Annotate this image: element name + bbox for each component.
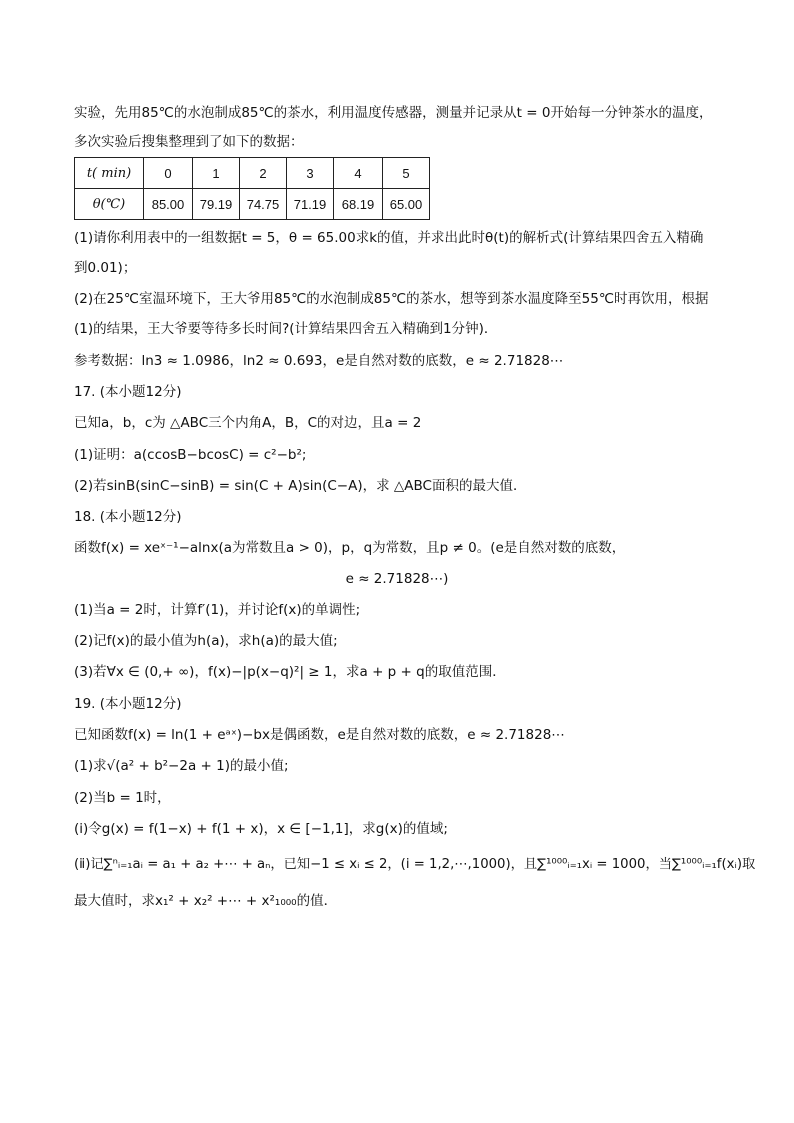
table-cell: 65.00 [383,189,430,220]
table-cell: 74.75 [240,189,287,220]
q16-part1-line1: (1)请你利用表中的一组数据t = 5，θ = 65.00求k的值，并求出此时θ(t)的解析式(计算结果四舍五入精确 [74,230,704,246]
table-cell: 0 [144,158,193,189]
q16-reference-data: 参考数据：ln3 ≈ 1.0986，ln2 ≈ 0.693，e是自然对数的底数，e ≈ 2.71828⋯ [74,353,564,369]
q17-header: 17. (本小题12分) [74,384,182,400]
q18-header: 18. (本小题12分) [74,509,182,525]
table-row [75,158,430,189]
table-cell: 4 [334,158,383,189]
q18-part3: (3)若∀x ∈ (0,+ ∞)，f(x)−|p(x−q)²| ≥ 1，求a + p + q的取值范围． [74,664,506,680]
table-cell: 1 [193,158,240,189]
q16-part1-line2: 到0.01)； [74,260,137,276]
table-cell: 5 [383,158,430,189]
table-cell: 3 [287,158,334,189]
q16-part2-line1: (2)在25℃室温环境下，王大爷用85℃的水泡制成85℃的茶水，想等到茶水温度降至55℃时再饮用，根据 [74,291,709,307]
table-cell: 68.19 [334,189,383,220]
q18-part1: (1)当a = 2时，计算f′(1)，并讨论f(x)的单调性; [74,602,361,618]
q18-stem-line2: e ≈ 2.71828⋯) [345,571,449,587]
q19-part2-ii-line1: (ⅱ)记∑ⁿᵢ₌₁aᵢ = a₁ + a₂ +⋯ + aₙ，已知−1 ≤ xᵢ ≤ 2，(i = 1,2,⋯,1000)，且∑¹⁰⁰⁰ᵢ₌₁xᵢ = 1000，当∑¹⁰⁰⁰ᵢ₌₁f(xᵢ)取 [74,857,756,872]
table-header-cell: θ(℃) [75,189,144,220]
q19-part1: (1)求√(a² + b²−2a + 1)的最小值; [74,758,289,774]
intro-line-2: 多次实验后搜集整理到了如下的数据： [74,134,304,150]
q17-part1: (1)证明：a(ccosB−bcosC) = c²−b²; [74,447,307,463]
table-cell: 85.00 [144,189,193,220]
intro-line-1: 实验，先用85℃的水泡制成85℃的茶水，利用温度传感器，测量并记录从t = 0开始每一分钟茶水的温度， [74,105,713,121]
q19-part2-i: (ⅰ)令g(x) = f(1−x) + f(1 + x)，x ∈ [−1,1]，求g(x)的值域; [74,821,448,837]
q17-stem: 已知a，b，c为 △ABC三个内角A，B，C的对边，且a = 2 [74,415,422,431]
q17-part2: (2)若sinB(sinC−sinB) = sin(C + A)sin(C−A)，求 △ABC面积的最大值． [74,478,527,494]
q18-stem-line1: 函数f(x) = xeˣ⁻¹−alnx(a为常数且a > 0)，p，q为常数，且p ≠ 0。(e是自然对数的底数， [74,540,626,556]
q19-header: 19. (本小题12分) [74,696,182,712]
table-cell: 71.19 [287,189,334,220]
q16-part2-line2: (1)的结果，王大爷要等待多长时间?(计算结果四舍五入精确到1分钟)． [74,321,498,337]
q19-part2: (2)当b = 1时， [74,790,171,806]
table-cell: 2 [240,158,287,189]
temperature-table [74,157,430,220]
q18-part2: (2)记f(x)的最小值为h(a)，求h(a)的最大值; [74,633,338,649]
table-header-cell: t( min) [75,158,144,189]
q19-part2-ii-line2: 最大值时，求x₁² + x₂² +⋯ + x²₁₀₀₀的值． [74,893,338,909]
table-row [75,189,430,220]
q19-stem: 已知函数f(x) = ln(1 + eᵃˣ)−bx是偶函数，e是自然对数的底数，e ≈ 2.71828⋯ [74,727,565,743]
table-cell: 79.19 [193,189,240,220]
